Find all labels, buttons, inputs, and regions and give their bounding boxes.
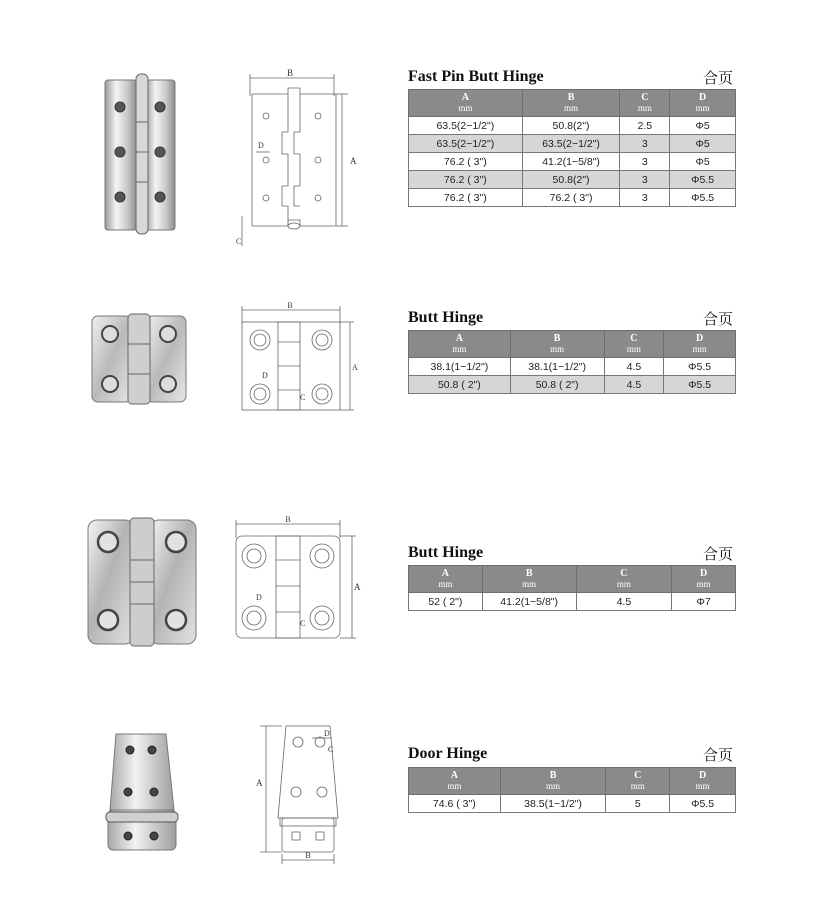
table-row — [409, 795, 736, 813]
cell: 76.2 ( 3") — [409, 189, 523, 207]
door-dim-d: D — [324, 729, 330, 738]
fast-pin-hinge-drawing — [232, 66, 362, 252]
table-row — [409, 135, 736, 153]
section-title-cn: 合页 — [702, 545, 733, 563]
cell: 52 ( 2") — [409, 593, 483, 611]
cell: 3 — [620, 153, 670, 171]
butt-hinge-photo-small — [88, 312, 190, 406]
header-c: C mm — [604, 331, 664, 358]
cell: 3 — [620, 135, 670, 153]
butt-2-dim-c: C — [300, 619, 306, 628]
header-d: D mm — [670, 768, 736, 795]
fast-pin-dim-c: C — [236, 237, 242, 246]
section-title: Butt Hinge — [408, 544, 484, 561]
cell: Φ5.5 — [664, 358, 736, 376]
door-hinge-drawing — [252, 722, 362, 866]
table-row — [409, 117, 736, 135]
cell: Φ5.5 — [670, 795, 736, 813]
cell: Φ5 — [670, 153, 736, 171]
cell: 76.2 ( 3") — [409, 171, 523, 189]
fast-pin-dim-b: B — [286, 68, 294, 78]
section-title: Butt Hinge — [408, 309, 484, 326]
cell: 38.1(1−1/2") — [510, 358, 604, 376]
cell: 41.2(1−5/8") — [482, 593, 576, 611]
cell: 4.5 — [604, 376, 664, 394]
spec-table-butt-2 — [408, 565, 736, 611]
cell: 63.5(2−1/2") — [409, 117, 523, 135]
cell: 5 — [606, 795, 670, 813]
table-header-row — [409, 90, 736, 117]
cell: Φ5.5 — [670, 171, 736, 189]
header-a: A mm — [409, 331, 511, 358]
header-a: A mm — [409, 566, 483, 593]
butt-1-dim-a: A — [352, 363, 358, 372]
door-hinge-photo — [104, 730, 180, 854]
cell: 38.1(1−1/2") — [409, 358, 511, 376]
table-row — [409, 376, 736, 394]
header-a: A mm — [409, 768, 501, 795]
fast-pin-dim-a: A — [350, 156, 357, 166]
header-c: C mm — [620, 90, 670, 117]
header-b: B mm — [522, 90, 620, 117]
section-title-cn: 合页 — [702, 69, 733, 87]
butt-2-dim-a: A — [354, 582, 361, 592]
cell: 4.5 — [604, 358, 664, 376]
cell: 63.5(2−1/2") — [522, 135, 620, 153]
cell: 38.5(1−1/2") — [500, 795, 606, 813]
cell: 50.8 ( 2") — [510, 376, 604, 394]
cell: 4.5 — [576, 593, 672, 611]
table-row — [409, 171, 736, 189]
header-d: D mm — [664, 331, 736, 358]
butt-hinge-photo-large — [84, 516, 200, 648]
butt-2-dim-d: D — [256, 593, 262, 602]
header-a: A mm — [409, 90, 523, 117]
table-row — [409, 189, 736, 207]
section-fast-pin-butt-hinge — [0, 0, 834, 260]
spec-table-door — [408, 767, 736, 813]
header-d: D mm — [672, 566, 736, 593]
header-c: C mm — [606, 768, 670, 795]
header-b: B mm — [500, 768, 606, 795]
section-title-cn: 合页 — [702, 746, 733, 764]
butt-2-dim-b: B — [285, 515, 291, 524]
cell: 63.5(2−1/2") — [409, 135, 523, 153]
butt-1-dim-c: C — [300, 393, 306, 402]
butt-1-dim-d: D — [262, 371, 268, 380]
section-title: Fast Pin Butt Hinge — [408, 68, 544, 85]
cell: 76.2 ( 3") — [522, 189, 620, 207]
cell: 50.8 ( 2") — [409, 376, 511, 394]
butt-hinge-drawing-2 — [232, 512, 362, 644]
cell: 76.2 ( 3") — [409, 153, 523, 171]
cell: 50.8(2") — [522, 117, 620, 135]
cell: Φ5.5 — [664, 376, 736, 394]
header-d: D mm — [670, 90, 736, 117]
header-c: C mm — [576, 566, 672, 593]
table-row — [409, 153, 736, 171]
cell: 50.8(2") — [522, 171, 620, 189]
door-dim-a: A — [256, 778, 263, 788]
header-b: B mm — [482, 566, 576, 593]
header-b: B mm — [510, 331, 604, 358]
table-row — [409, 593, 736, 611]
fast-pin-dim-d: D — [258, 141, 264, 150]
spec-table-butt-1 — [408, 330, 736, 394]
door-dim-c: C — [328, 745, 334, 754]
cell: Φ5.5 — [670, 189, 736, 207]
section-title: Door Hinge — [408, 745, 488, 762]
cell: 74.6 ( 3") — [409, 795, 501, 813]
cell: 3 — [620, 171, 670, 189]
table-row — [409, 358, 736, 376]
cell: Φ5 — [670, 117, 736, 135]
spec-table-fast-pin — [408, 89, 736, 207]
cell: Φ5 — [670, 135, 736, 153]
cell: 3 — [620, 189, 670, 207]
cell: 41.2(1−5/8") — [522, 153, 620, 171]
cell: Φ7 — [672, 593, 736, 611]
section-title-cn: 合页 — [702, 310, 733, 328]
cell: 2.5 — [620, 117, 670, 135]
table-header-row — [409, 566, 736, 593]
fast-pin-hinge-photo — [100, 72, 180, 236]
door-dim-b: B — [305, 851, 311, 860]
butt-1-dim-b: B — [287, 301, 293, 310]
table-header-row — [409, 331, 736, 358]
butt-hinge-drawing-1 — [236, 298, 360, 418]
table-header-row — [409, 768, 736, 795]
